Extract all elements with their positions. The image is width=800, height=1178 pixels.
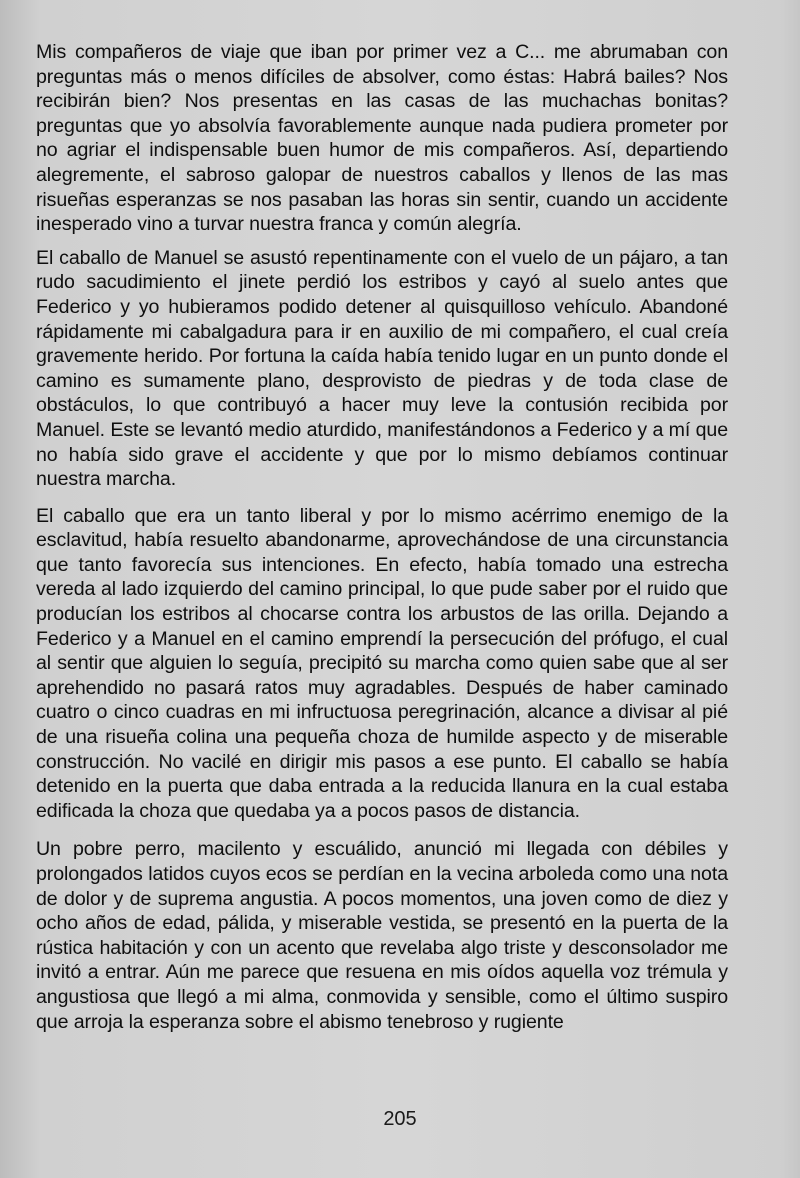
paragraph-2: El caballo de Manuel se asustó repentinamente con el vuelo de un pájaro, a tan rudo sacudimiento el jinete perdió los estribos y cayó al suelo antes que Federico y yo hubieramos podido detener al quisquilloso vehículo. Abandoné rápidamente mi cabalgadura para ir en auxilio de mi compañero, el cual creía gravemente herido. Por fortuna la caída había tenido lugar en un punto donde el camino es sumamente plano, desprovisto de piedras y de toda clase de obstáculos, lo que contribuyó a hacer muy leve la contusión recibida por Manuel. Este se levantó medio aturdido, manifestándonos a Federico y a mí que no había sido grave el accidente y que por lo mismo debíamos continuar nuestra marcha.	[36, 246, 728, 491]
page-number: 205	[383, 1108, 417, 1130]
paragraph-3: El caballo que era un tanto liberal y por lo mismo acérrimo enemigo de la esclavitud, había resuelto abandonarme, aprovechándose de una circunstancia que tanto favorecía sus intenciones. En efecto, había tomado una estrecha vereda al lado izquierdo del camino principal, lo que pude saber por el ruido que producían los estribos al chocarse contra los arbustos de las orilla. Dejando a Federico y a Manuel en el camino emprendí la persecución del prófugo, el cual al sentir que alguien lo seguía, precipitó su marcha como quien sabe que al ser aprehendido no pasará ratos muy agradables. Después de haber caminado cuatro o cinco cuadras en mi infructuosa peregrinación, alcance a divisar al pié de una risueña colina una pequeña choza de humilde aspecto y de miserable construcción. No vacilé en dirigir mis pasos a ese punto. El caballo se había detenido en la puerta que daba entrada a la reducida llanura en la cual estaba edificada la choza que quedaba ya a pocos pasos de distancia.	[36, 504, 728, 822]
paragraph-1: Mis compañeros de viaje que iban por primer vez a C... me abrumaban con preguntas más o menos difíciles de absolver, como éstas: Habrá bailes? Nos recibirán bien? Nos presentas en las casas de las muchachas bonitas? preguntas que yo absolvía favorablemente aunque nada pudiera prometer por no agriar el indispensable buen humor de mis compañeros. Así, departiendo alegremente, el sabroso galopar de nuestros caballos y llenos de las mas risueñas esperanzas se nos pasaban las horas sin sentir, cuando un accidente inesperado vino a turvar nuestra franca y común alegría.	[36, 41, 728, 236]
paragraph-4: Un pobre perro, macilento y escuálido, anunció mi llegada con débiles y prolongados latidos cuyos ecos se perdían en la vecina arboleda como una nota de dolor y de suprema angustia. A pocos momentos, una joven como de diez y ocho años de edad, pálida, y miserable vestida, se presentó en la puerta de la rústica habitación y con un acento que revelaba algo triste y desconsolador me invitó a entrar. Aún me parece que resuena en mis oídos aquella voz trémula y angustiosa que llegó a mi alma, conmovida y sensible, como el último suspiro que arroja la esperanza sobre el abismo tenebroso y rugiente	[36, 838, 728, 1033]
page-body	[36, 40, 728, 1046]
